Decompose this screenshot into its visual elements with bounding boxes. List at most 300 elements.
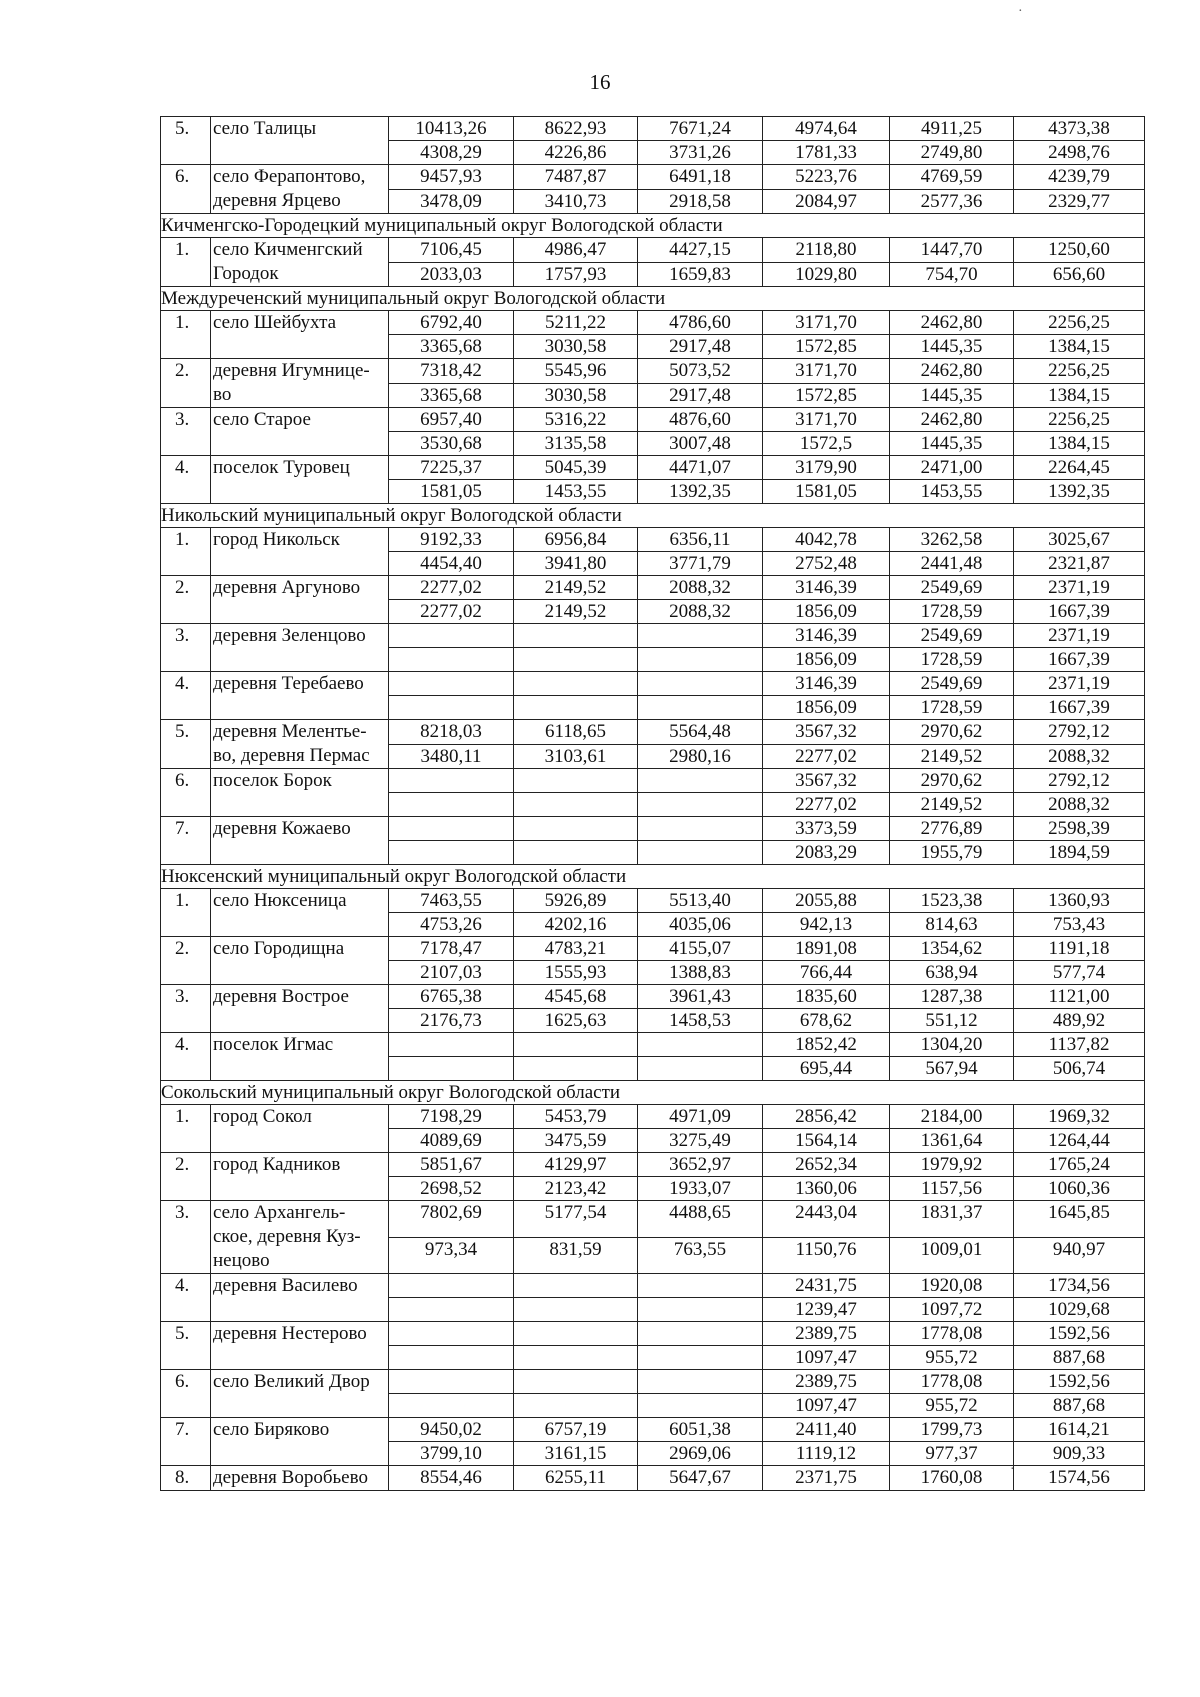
value-cell	[389, 624, 514, 648]
value-cell: 577,74	[1014, 961, 1145, 985]
value-cell: 1250,60	[1014, 238, 1145, 263]
value-cell: 4471,07	[638, 456, 763, 480]
value-cell: 1453,55	[514, 480, 638, 504]
value-cell: 2918,58	[638, 189, 763, 214]
value-cell: 2055,88	[763, 889, 890, 913]
value-cell: 2123,42	[514, 1177, 638, 1201]
row-number: 6.	[161, 165, 211, 214]
value-cell: 6051,38	[638, 1418, 763, 1442]
value-cell: 6792,40	[389, 311, 514, 335]
value-cell: 4986,47	[514, 238, 638, 263]
value-cell: 3007,48	[638, 432, 763, 456]
value-cell: 2371,19	[1014, 672, 1145, 696]
settlement-name: село Городищна	[211, 937, 389, 985]
value-cell: 1304,20	[890, 1033, 1014, 1057]
settlement-name: село Кичменгский Городок	[211, 238, 389, 287]
value-cell: 1728,59	[890, 696, 1014, 720]
value-cell: 4226,86	[514, 141, 638, 165]
value-cell: 4769,59	[890, 165, 1014, 190]
value-cell: 5647,67	[638, 1466, 763, 1491]
settlement-name: деревня Аргуново	[211, 576, 389, 624]
value-cell: 1029,80	[763, 262, 890, 287]
value-cell: 3567,32	[763, 769, 890, 793]
value-cell	[638, 696, 763, 720]
table-row	[161, 1105, 1145, 1129]
value-cell: 8554,46	[389, 1466, 514, 1491]
value-cell	[514, 624, 638, 648]
value-cell: 2088,32	[638, 576, 763, 600]
value-cell: 3135,58	[514, 432, 638, 456]
row-number: 5.	[161, 1322, 211, 1370]
value-cell: 4786,60	[638, 311, 763, 335]
value-cell: 1765,24	[1014, 1153, 1145, 1177]
value-cell: 2969,06	[638, 1442, 763, 1466]
row-number: 3.	[161, 1201, 211, 1274]
scan-speck: ·	[1018, 4, 1023, 19]
value-cell	[389, 696, 514, 720]
value-cell: 2149,52	[514, 576, 638, 600]
value-cell: 1360,93	[1014, 889, 1145, 913]
value-cell: 9457,93	[389, 165, 514, 190]
value-cell: 1392,35	[1014, 480, 1145, 504]
value-cell: 1894,59	[1014, 841, 1145, 865]
value-cell: 6956,84	[514, 528, 638, 552]
value-cell: 5851,67	[389, 1153, 514, 1177]
value-cell	[638, 841, 763, 865]
value-cell	[638, 624, 763, 648]
value-cell: 1009,01	[890, 1237, 1014, 1274]
row-number: 2.	[161, 359, 211, 408]
table-row	[161, 359, 1145, 384]
value-cell: 2256,25	[1014, 311, 1145, 335]
settlement-name: село Архангель-ское, деревня Куз-нецово	[211, 1201, 389, 1274]
value-cell: 8218,03	[389, 720, 514, 745]
row-number: 4.	[161, 456, 211, 504]
value-cell	[638, 1322, 763, 1346]
value-cell: 1572,85	[763, 335, 890, 359]
value-cell: 4427,15	[638, 238, 763, 263]
value-cell: 1564,14	[763, 1129, 890, 1153]
section-title: Сокольский муниципальный округ Вологодской области	[161, 1081, 1145, 1105]
value-cell	[514, 817, 638, 841]
value-cell	[638, 793, 763, 817]
value-cell: 1361,64	[890, 1129, 1014, 1153]
value-cell: 1667,39	[1014, 600, 1145, 624]
value-cell	[514, 841, 638, 865]
value-cell	[638, 1274, 763, 1298]
value-cell: 2321,87	[1014, 552, 1145, 576]
value-cell: 506,74	[1014, 1057, 1145, 1081]
value-cell: 1581,05	[389, 480, 514, 504]
table-row	[161, 720, 1145, 745]
value-cell: 2462,80	[890, 359, 1014, 384]
value-cell: 1392,35	[638, 480, 763, 504]
settlement-name: деревня Зеленцово	[211, 624, 389, 672]
table-row	[161, 117, 1145, 141]
table-row	[161, 238, 1145, 263]
value-cell: 3652,97	[638, 1153, 763, 1177]
row-number: 3.	[161, 408, 211, 456]
value-cell: 977,37	[890, 1442, 1014, 1466]
value-cell: 2184,00	[890, 1105, 1014, 1129]
value-cell: 1572,5	[763, 432, 890, 456]
value-cell: 2256,25	[1014, 359, 1145, 384]
settlement-name: село Великий Двор	[211, 1370, 389, 1418]
row-number: 2.	[161, 1153, 211, 1201]
value-cell	[638, 1033, 763, 1057]
value-cell: 1592,56	[1014, 1322, 1145, 1346]
value-cell: 887,68	[1014, 1394, 1145, 1418]
value-cell: 2371,75	[763, 1466, 890, 1491]
value-cell: 3941,80	[514, 552, 638, 576]
scan-speck: ·	[1010, 1462, 1015, 1477]
value-cell: 1121,00	[1014, 985, 1145, 1009]
value-cell: 1728,59	[890, 648, 1014, 672]
value-cell: 3030,58	[514, 335, 638, 359]
value-cell: 2033,03	[389, 262, 514, 287]
value-cell: 2856,42	[763, 1105, 890, 1129]
value-cell: 2277,02	[389, 600, 514, 624]
value-cell: 2749,80	[890, 141, 1014, 165]
section-header-row	[161, 865, 1145, 889]
settlement-name: город Сокол	[211, 1105, 389, 1153]
value-cell: 3799,10	[389, 1442, 514, 1466]
value-cell	[389, 769, 514, 793]
row-number: 5.	[161, 117, 211, 165]
value-cell: 2970,62	[890, 769, 1014, 793]
value-cell: 2371,19	[1014, 624, 1145, 648]
value-cell: 567,94	[890, 1057, 1014, 1081]
table-row	[161, 456, 1145, 480]
settlement-name: село Ферапонтово, деревня Ярцево	[211, 165, 389, 214]
value-cell: 6757,19	[514, 1418, 638, 1442]
settlement-name: поселок Борок	[211, 769, 389, 817]
section-header-row	[161, 1081, 1145, 1105]
value-cell: 4753,26	[389, 913, 514, 937]
value-cell: 955,72	[890, 1394, 1014, 1418]
value-cell: 2652,34	[763, 1153, 890, 1177]
value-cell	[514, 672, 638, 696]
value-cell: 2277,02	[389, 576, 514, 600]
row-number: 1.	[161, 238, 211, 287]
table-row	[161, 1322, 1145, 1346]
value-cell: 5513,40	[638, 889, 763, 913]
value-cell: 2176,73	[389, 1009, 514, 1033]
value-cell: 1572,85	[763, 383, 890, 408]
value-cell: 1555,93	[514, 961, 638, 985]
value-cell: 2083,29	[763, 841, 890, 865]
value-cell: 887,68	[1014, 1346, 1145, 1370]
section-title: Междуреченский муниципальный округ Вологодской области	[161, 287, 1145, 311]
value-cell: 8622,93	[514, 117, 638, 141]
value-cell: 2088,32	[1014, 744, 1145, 769]
section-title: Нюксенский муниципальный округ Вологодской области	[161, 865, 1145, 889]
value-cell	[514, 648, 638, 672]
value-cell: 3171,70	[763, 408, 890, 432]
value-cell: 6491,18	[638, 165, 763, 190]
value-cell: 3478,09	[389, 189, 514, 214]
value-cell: 4783,21	[514, 937, 638, 961]
value-cell: 7198,29	[389, 1105, 514, 1129]
value-cell	[638, 1298, 763, 1322]
value-cell: 2441,48	[890, 552, 1014, 576]
value-cell: 5564,48	[638, 720, 763, 745]
value-cell: 1799,73	[890, 1418, 1014, 1442]
table-row	[161, 937, 1145, 961]
settlement-name: село Шейбухта	[211, 311, 389, 359]
value-cell: 1659,83	[638, 262, 763, 287]
value-cell: 2698,52	[389, 1177, 514, 1201]
table-row	[161, 528, 1145, 552]
row-number: 4.	[161, 672, 211, 720]
value-cell: 3567,32	[763, 720, 890, 745]
value-cell	[389, 1322, 514, 1346]
value-cell: 2088,32	[1014, 793, 1145, 817]
value-cell: 1384,15	[1014, 335, 1145, 359]
value-cell: 4876,60	[638, 408, 763, 432]
value-cell: 3179,90	[763, 456, 890, 480]
value-cell: 1523,38	[890, 889, 1014, 913]
value-cell: 2149,52	[514, 600, 638, 624]
row-number: 1.	[161, 528, 211, 576]
table-row	[161, 889, 1145, 913]
table-row	[161, 1201, 1145, 1238]
value-cell: 3373,59	[763, 817, 890, 841]
value-cell: 4373,38	[1014, 117, 1145, 141]
value-cell: 2792,12	[1014, 769, 1145, 793]
tariff-table-container	[160, 116, 1144, 1491]
value-cell: 695,44	[763, 1057, 890, 1081]
value-cell: 4035,06	[638, 913, 763, 937]
value-cell: 2256,25	[1014, 408, 1145, 432]
value-cell	[514, 793, 638, 817]
value-cell: 1137,82	[1014, 1033, 1145, 1057]
value-cell: 2277,02	[763, 744, 890, 769]
settlement-name: село Талицы	[211, 117, 389, 165]
value-cell	[389, 1057, 514, 1081]
value-cell: 4545,68	[514, 985, 638, 1009]
value-cell: 763,55	[638, 1237, 763, 1274]
value-cell: 2577,36	[890, 189, 1014, 214]
value-cell: 1835,60	[763, 985, 890, 1009]
value-cell: 1388,83	[638, 961, 763, 985]
value-cell: 1645,85	[1014, 1201, 1145, 1238]
value-cell: 4308,29	[389, 141, 514, 165]
value-cell: 4129,97	[514, 1153, 638, 1177]
value-cell	[389, 672, 514, 696]
value-cell: 1856,09	[763, 648, 890, 672]
value-cell: 814,63	[890, 913, 1014, 937]
value-cell: 1119,12	[763, 1442, 890, 1466]
value-cell	[514, 1033, 638, 1057]
value-cell	[389, 1370, 514, 1394]
value-cell	[389, 841, 514, 865]
row-number: 1.	[161, 311, 211, 359]
value-cell: 2443,04	[763, 1201, 890, 1238]
value-cell: 678,62	[763, 1009, 890, 1033]
table-row	[161, 672, 1145, 696]
settlement-name: город Кадников	[211, 1153, 389, 1201]
table-row	[161, 817, 1145, 841]
value-cell: 5545,96	[514, 359, 638, 384]
value-cell: 3480,11	[389, 744, 514, 769]
settlement-name: поселок Игмас	[211, 1033, 389, 1081]
value-cell: 5211,22	[514, 311, 638, 335]
value-cell: 656,60	[1014, 262, 1145, 287]
value-cell: 638,94	[890, 961, 1014, 985]
settlement-name: село Биряково	[211, 1418, 389, 1466]
value-cell: 1979,92	[890, 1153, 1014, 1177]
value-cell: 909,33	[1014, 1442, 1145, 1466]
value-cell: 7178,47	[389, 937, 514, 961]
value-cell: 2264,45	[1014, 456, 1145, 480]
value-cell	[514, 1274, 638, 1298]
value-cell: 1360,06	[763, 1177, 890, 1201]
value-cell: 1778,08	[890, 1370, 1014, 1394]
value-cell: 955,72	[890, 1346, 1014, 1370]
table-row	[161, 1274, 1145, 1298]
value-cell: 4911,25	[890, 117, 1014, 141]
value-cell: 1955,79	[890, 841, 1014, 865]
row-number: 8.	[161, 1466, 211, 1491]
value-cell: 1445,35	[890, 383, 1014, 408]
value-cell: 1920,08	[890, 1274, 1014, 1298]
value-cell: 1191,18	[1014, 937, 1145, 961]
value-cell: 2462,80	[890, 311, 1014, 335]
value-cell	[638, 817, 763, 841]
value-cell: 1856,09	[763, 696, 890, 720]
value-cell: 3146,39	[763, 672, 890, 696]
value-cell: 3475,59	[514, 1129, 638, 1153]
value-cell: 7463,55	[389, 889, 514, 913]
table-row	[161, 1466, 1145, 1491]
table-row	[161, 1418, 1145, 1442]
value-cell: 7487,87	[514, 165, 638, 190]
value-cell: 3731,26	[638, 141, 763, 165]
table-row	[161, 769, 1145, 793]
value-cell: 4488,65	[638, 1201, 763, 1238]
row-number: 5.	[161, 720, 211, 769]
table-row	[161, 311, 1145, 335]
value-cell: 6356,11	[638, 528, 763, 552]
section-header-row	[161, 287, 1145, 311]
value-cell: 3171,70	[763, 311, 890, 335]
value-cell: 1150,76	[763, 1237, 890, 1274]
row-number: 6.	[161, 1370, 211, 1418]
value-cell	[638, 1370, 763, 1394]
value-cell: 1453,55	[890, 480, 1014, 504]
value-cell: 1097,47	[763, 1346, 890, 1370]
value-cell: 1445,35	[890, 432, 1014, 456]
value-cell: 2118,80	[763, 238, 890, 263]
value-cell: 942,13	[763, 913, 890, 937]
value-cell: 551,12	[890, 1009, 1014, 1033]
value-cell: 1354,62	[890, 937, 1014, 961]
value-cell: 3030,58	[514, 383, 638, 408]
value-cell	[514, 1298, 638, 1322]
value-cell: 940,97	[1014, 1237, 1145, 1274]
value-cell: 754,70	[890, 262, 1014, 287]
row-number: 4.	[161, 1033, 211, 1081]
value-cell: 6957,40	[389, 408, 514, 432]
value-cell: 1592,56	[1014, 1370, 1145, 1394]
settlement-name: село Нюксеница	[211, 889, 389, 937]
table-row	[161, 624, 1145, 648]
value-cell: 2776,89	[890, 817, 1014, 841]
value-cell	[638, 1057, 763, 1081]
value-cell: 3025,67	[1014, 528, 1145, 552]
page-number: 16	[589, 70, 611, 94]
table-row	[161, 985, 1145, 1009]
table-row	[161, 408, 1145, 432]
value-cell: 1029,68	[1014, 1298, 1145, 1322]
value-cell: 3171,70	[763, 359, 890, 384]
value-cell: 3530,68	[389, 432, 514, 456]
value-cell: 1574,56	[1014, 1466, 1145, 1491]
value-cell: 4042,78	[763, 528, 890, 552]
value-cell: 5453,79	[514, 1105, 638, 1129]
value-cell: 3146,39	[763, 576, 890, 600]
settlement-name: деревня Василево	[211, 1274, 389, 1322]
value-cell: 2549,69	[890, 576, 1014, 600]
value-cell: 766,44	[763, 961, 890, 985]
value-cell: 1447,70	[890, 238, 1014, 263]
value-cell: 2498,76	[1014, 141, 1145, 165]
value-cell: 6765,38	[389, 985, 514, 1009]
value-cell	[638, 672, 763, 696]
value-cell: 3262,58	[890, 528, 1014, 552]
value-cell: 1831,37	[890, 1201, 1014, 1238]
value-cell: 1852,42	[763, 1033, 890, 1057]
value-cell: 2598,39	[1014, 817, 1145, 841]
settlement-name: деревня Вострое	[211, 985, 389, 1033]
value-cell: 7802,69	[389, 1201, 514, 1238]
row-number: 3.	[161, 985, 211, 1033]
value-cell: 1933,07	[638, 1177, 763, 1201]
value-cell	[514, 1394, 638, 1418]
value-cell: 4974,64	[763, 117, 890, 141]
value-cell: 5045,39	[514, 456, 638, 480]
value-cell: 2389,75	[763, 1370, 890, 1394]
value-cell: 2329,77	[1014, 189, 1145, 214]
value-cell: 1458,53	[638, 1009, 763, 1033]
value-cell: 2107,03	[389, 961, 514, 985]
value-cell: 5316,22	[514, 408, 638, 432]
value-cell	[638, 1394, 763, 1418]
row-number: 4.	[161, 1274, 211, 1322]
value-cell: 2792,12	[1014, 720, 1145, 745]
value-cell: 3146,39	[763, 624, 890, 648]
value-cell: 1445,35	[890, 335, 1014, 359]
row-number: 2.	[161, 576, 211, 624]
value-cell: 4155,07	[638, 937, 763, 961]
value-cell: 2389,75	[763, 1322, 890, 1346]
value-cell: 1856,09	[763, 600, 890, 624]
value-cell: 1781,33	[763, 141, 890, 165]
value-cell: 6255,11	[514, 1466, 638, 1491]
value-cell	[389, 648, 514, 672]
settlement-name: деревня Теребаево	[211, 672, 389, 720]
settlement-name: деревня Воробьево	[211, 1466, 389, 1491]
value-cell: 1157,56	[890, 1177, 1014, 1201]
value-cell	[389, 1346, 514, 1370]
value-cell: 2980,16	[638, 744, 763, 769]
value-cell: 3275,49	[638, 1129, 763, 1153]
section-title: Кичменгско-Городецкий муниципальный округ Вологодской области	[161, 214, 1145, 238]
value-cell: 9450,02	[389, 1418, 514, 1442]
value-cell	[389, 1394, 514, 1418]
value-cell: 1581,05	[763, 480, 890, 504]
